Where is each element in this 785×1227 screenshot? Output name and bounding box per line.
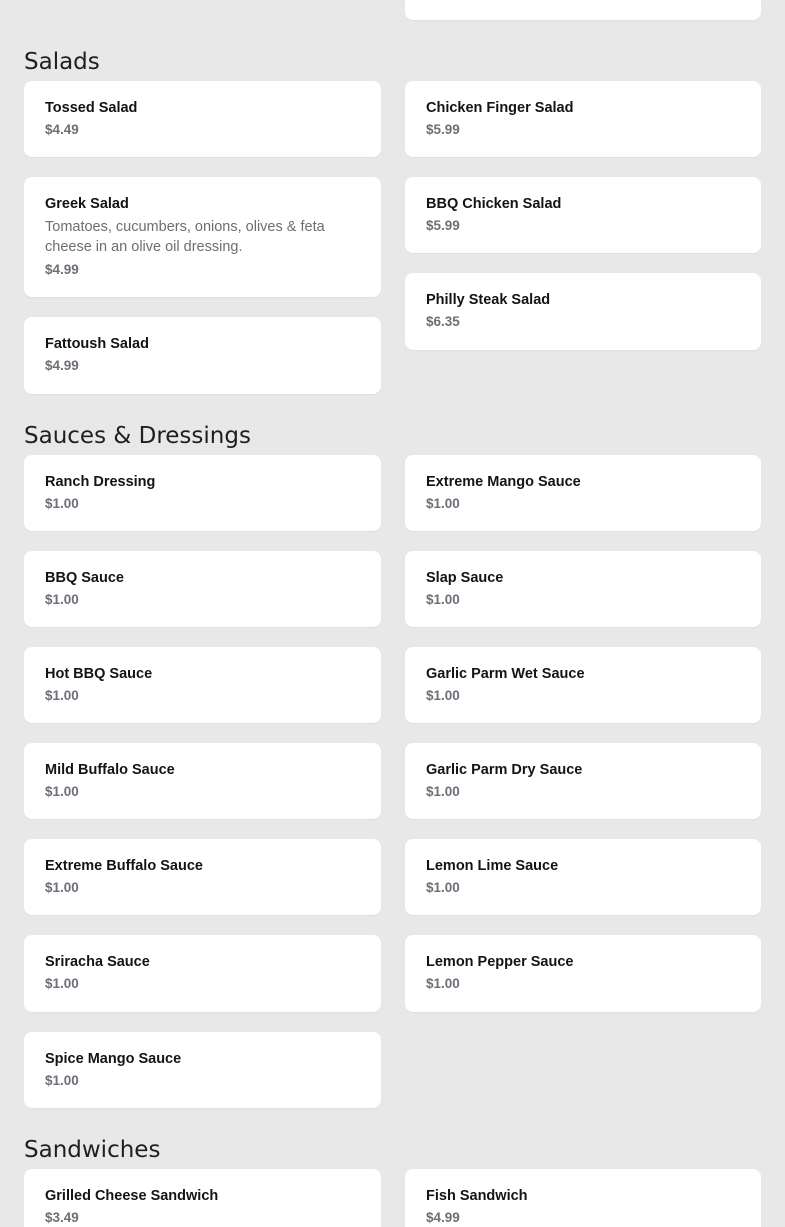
- item-price: $1.00: [426, 784, 460, 799]
- menu-item-card-lemon-pepper-sauce[interactable]: [405, 935, 761, 1012]
- menu-item-card-grilled-cheese-sandwich[interactable]: [24, 1169, 381, 1227]
- menu-item-card-chicken-finger-salad[interactable]: [405, 81, 761, 157]
- item-price: $1.00: [426, 976, 460, 991]
- item-price: $1.00: [426, 688, 460, 703]
- section-title-sandwiches: Sandwiches: [24, 1137, 161, 1163]
- item-price: $4.99: [426, 1210, 460, 1225]
- item-name: Chicken Finger Salad: [426, 100, 574, 116]
- item-description: Tomatoes, cucumbers, onions, olives & feta cheese in an olive oil dressing.: [45, 219, 325, 255]
- item-price: $4.99: [45, 262, 79, 277]
- menu-item-card-sriracha-sauce[interactable]: [24, 935, 381, 1012]
- menu-item-card-bbq-chicken-salad[interactable]: [405, 177, 761, 253]
- item-name: Grilled Cheese Sandwich: [45, 1188, 219, 1204]
- menu-item-card-fish-sandwich[interactable]: [405, 1169, 761, 1227]
- item-price: $1.00: [45, 496, 79, 511]
- menu-item-card-garlic-parm-wet-sauce[interactable]: [405, 647, 761, 723]
- item-price: $1.00: [45, 592, 79, 607]
- item-name: Hot BBQ Sauce: [45, 666, 153, 682]
- menu-item-card-spice-mango-sauce[interactable]: [24, 1032, 381, 1108]
- item-price: $1.00: [45, 784, 79, 799]
- item-name: Fattoush Salad: [45, 336, 149, 352]
- item-price: $1.00: [45, 688, 79, 703]
- item-name: Extreme Mango Sauce: [426, 474, 581, 490]
- item-price: $1.00: [45, 880, 79, 895]
- item-price: $6.35: [426, 314, 460, 329]
- item-name: Spice Mango Sauce: [45, 1051, 182, 1067]
- menu-item-card-lemon-lime-sauce[interactable]: [405, 839, 761, 915]
- item-name: Philly Steak Salad: [426, 292, 551, 308]
- menu-item-card-extreme-mango-sauce[interactable]: [405, 455, 761, 531]
- menu-item-card-tossed-salad[interactable]: [24, 81, 381, 157]
- item-name: Fish Sandwich: [426, 1188, 528, 1204]
- item-price: $1.00: [45, 976, 79, 991]
- menu-item-card-greek-salad[interactable]: [24, 177, 381, 297]
- item-name: Garlic Parm Wet Sauce: [426, 666, 585, 682]
- item-name: Extreme Buffalo Sauce: [45, 858, 203, 874]
- item-price: $1.00: [426, 496, 460, 511]
- item-name: Lemon Lime Sauce: [426, 858, 559, 874]
- menu-item-card-partial[interactable]: [405, 0, 761, 20]
- menu-item-card-philly-steak-salad[interactable]: [405, 273, 761, 350]
- item-name: Garlic Parm Dry Sauce: [426, 762, 583, 778]
- item-price: $5.99: [426, 122, 460, 137]
- item-name: BBQ Chicken Salad: [426, 196, 562, 212]
- menu-item-card-mild-buffalo-sauce[interactable]: [24, 743, 381, 819]
- item-name: Mild Buffalo Sauce: [45, 762, 175, 778]
- item-price: $1.00: [426, 592, 460, 607]
- menu-item-card-slap-sauce[interactable]: [405, 551, 761, 627]
- item-price: $1.00: [45, 1073, 79, 1088]
- menu-item-card-hot-bbq-sauce[interactable]: [24, 647, 381, 723]
- item-price: $3.49: [45, 1210, 79, 1225]
- item-price: $4.49: [45, 122, 79, 137]
- item-name: BBQ Sauce: [45, 570, 124, 586]
- item-price: $1.00: [426, 880, 460, 895]
- item-name: Lemon Pepper Sauce: [426, 954, 574, 970]
- item-name: Sriracha Sauce: [45, 954, 150, 970]
- item-name: Tossed Salad: [45, 100, 138, 116]
- item-name: Slap Sauce: [426, 570, 504, 586]
- item-price: $5.99: [426, 218, 460, 233]
- menu-item-card-garlic-parm-dry-sauce[interactable]: [405, 743, 761, 819]
- menu-item-card-extreme-buffalo-sauce[interactable]: [24, 839, 381, 915]
- item-name: Greek Salad: [45, 196, 129, 212]
- item-price: $4.99: [45, 358, 79, 373]
- section-title-sauces-dressings: Sauces & Dressings: [24, 423, 251, 449]
- section-title-salads: Salads: [24, 49, 100, 75]
- menu-item-card-ranch-dressing[interactable]: [24, 455, 381, 531]
- item-name: Ranch Dressing: [45, 474, 156, 490]
- menu-item-card-bbq-sauce[interactable]: [24, 551, 381, 627]
- menu-item-card-fattoush-salad[interactable]: [24, 317, 381, 394]
